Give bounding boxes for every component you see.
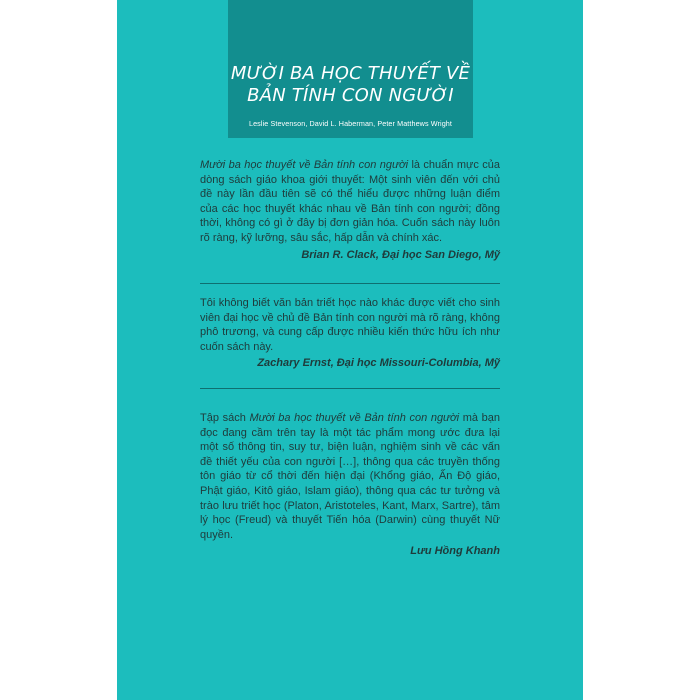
review-quote-3 <box>200 411 500 559</box>
book-authors: Leslie Stevenson, David L. Haberman, Peter Matthews Wright <box>248 119 453 128</box>
review-quote-3-text <box>200 411 500 542</box>
review-quote-2-attribution: Zachary Ernst, Đại học Missouri-Columbia, Mỹ <box>257 357 500 370</box>
review-quote-2-text: Tôi không biết văn bản triết học nào khác được viết cho sinh viên đại học về chủ đề Bản tính con người mà rõ ràng, không phô trương, và cung cấp được nhiều kiến thức hữu ích như cuốn sách này. <box>200 297 500 353</box>
quote-divider-2 <box>200 388 500 389</box>
review-quote-1-text <box>200 158 500 246</box>
review-quote-1-body: là chuẩn mực của dòng sách giáo khoa giới thuyết: Một sinh viên đến với chủ đề này lần đầu tiên sẽ có thể hiểu được những luận điểm của các học thuyết khác nhau về Bản tính con người; đồng thời, không có gì ở đây bị đơn giản hóa. Cuốn sách này luôn rõ ràng, kỹ lưỡng, sâu sắc, hấp dẫn và chính xác. <box>200 159 500 244</box>
book-title <box>228 63 473 107</box>
review-quote-3-body: mà bạn đọc đang cầm trên tay là một tác phẩm mong ước đưa lại một số thông tin, suy tư, biện luận, nghiệm sinh về các vấn đề thiết yếu của con người […], thông qua các truyền thống tôn giáo từ cổ thời đến hiện đại (Khổng giáo, Ấn Độ giáo, Phật giáo, Kitô giáo, Islam giáo), thông qua các tư tưởng và trào lưu triết học (Platon, Aristoteles, Kant, Marx, Sartre), tâm lý học (Freud) và thuyết Tiến hóa (Darwin) cùng thuyết Nữ quyền. <box>200 412 500 541</box>
book-title-line1: MƯỜI BA HỌC THUYẾT VỀ <box>230 63 471 84</box>
review-quote-3-attribution: Lưu Hồng Khanh <box>410 545 500 558</box>
review-quote-1 <box>200 158 500 262</box>
title-box <box>228 0 473 138</box>
book-title-italic: Mười ba học thuyết về Bản tính con người <box>200 159 409 171</box>
review-quote-1-attribution: Brian R. Clack, Đại học San Diego, Mỹ <box>301 248 500 261</box>
review-quote-2 <box>200 296 500 371</box>
review-quote-3-lead: Tập sách <box>200 412 250 424</box>
book-title-line2: BẢN TÍNH CON NGƯỜI <box>247 85 454 106</box>
book-title-italic: Mười ba học thuyết về Bản tính con người <box>249 412 460 424</box>
quote-divider-1 <box>200 283 500 284</box>
